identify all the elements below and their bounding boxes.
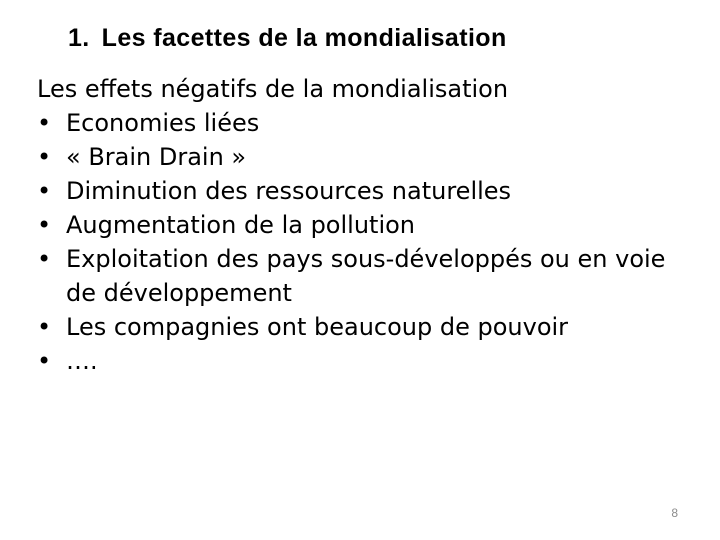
bullet-item (37, 242, 677, 310)
subheading: Les effets négatifs de la mondialisation (37, 75, 509, 103)
bullet-item (37, 208, 677, 242)
bullet-icon: • (37, 109, 52, 137)
bullet-icon: • (37, 143, 52, 171)
bullet-text: « Brain Drain » (66, 143, 247, 171)
bullet-text: Exploitation des pays sous-développés ou en voie de développement (66, 245, 666, 307)
slide-content (37, 72, 677, 378)
bullet-item (37, 140, 677, 174)
title-text: Les facettes de la mondialisation (101, 24, 507, 52)
slide-title (68, 24, 507, 53)
bullet-icon: • (37, 313, 52, 341)
bullet-text: Les compagnies ont beaucoup de pouvoir (66, 313, 569, 341)
title-number: 1. (68, 24, 90, 52)
bullet-item (37, 106, 677, 140)
bullet-text: …. (66, 347, 98, 375)
bullet-text: Economies liées (66, 109, 260, 137)
bullet-icon: • (37, 245, 52, 273)
bullet-icon: • (37, 177, 52, 205)
bullet-item (37, 310, 677, 344)
bullet-icon: • (37, 347, 52, 375)
bullet-item (37, 344, 677, 378)
bullet-text: Augmentation de la pollution (66, 211, 416, 239)
bullet-text: Diminution des ressources naturelles (66, 177, 512, 205)
bullet-list (37, 106, 677, 378)
bullet-item (37, 174, 677, 208)
page-number: 8 (671, 506, 678, 520)
bullet-icon: • (37, 211, 52, 239)
